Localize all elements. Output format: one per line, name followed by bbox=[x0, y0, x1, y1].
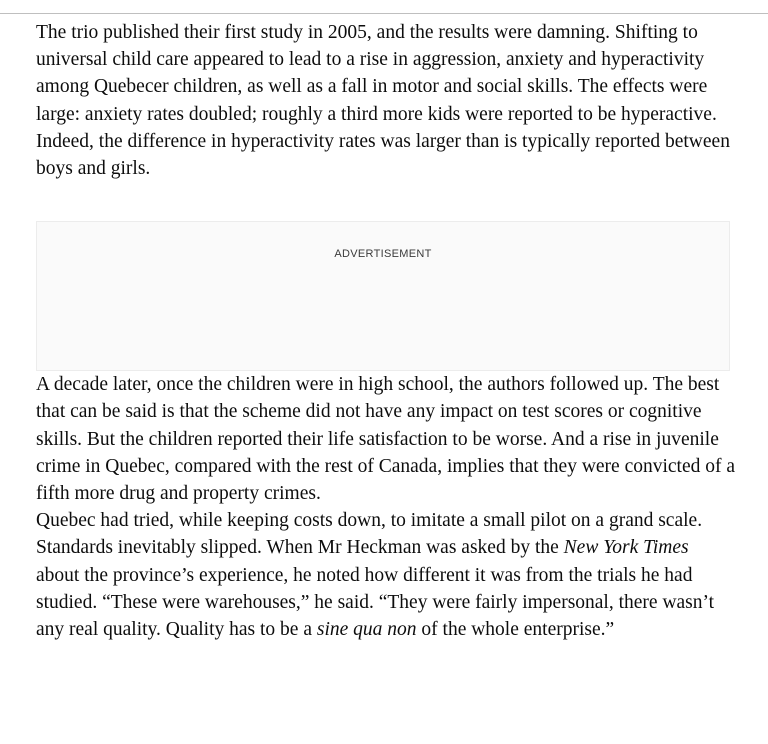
article-paragraph: A decade later, once the children were in high school, the authors followed up. The best that can be said is that the scheme did not have any impact on test scores or cognitive skills. But the children reported their life satisfaction to be worse. And a rise in juvenile crime in Quebec, compared with the rest of Canada, implies that they were convicted of a fifth more drug and property crimes. bbox=[36, 374, 736, 505]
advertisement-label: ADVERTISEMENT bbox=[334, 248, 432, 261]
paragraph-text: of the whole enterprise.” bbox=[416, 619, 615, 641]
publication-name: New York Times bbox=[563, 537, 689, 559]
article-body bbox=[36, 19, 736, 643]
top-divider bbox=[0, 13, 768, 14]
paragraph-text: Quebec had tried, while keeping costs down, to imitate a small pilot on a grand scale. Standards inevitably slipped. When Mr Heckman was asked by the bbox=[36, 510, 703, 559]
paragraph-text: about the province’s experience, he noted how different it was from the trials he had studied. “These were warehouses,” he said. “They were fairly impersonal, there wasn’t any real quality. Quality has to be a bbox=[36, 564, 715, 641]
advertisement-slot[interactable] bbox=[36, 221, 730, 371]
latin-phrase: sine qua non bbox=[316, 619, 417, 641]
article-paragraph bbox=[36, 507, 736, 643]
article-paragraph: The trio published their first study in 2005, and the results were damning. Shifting to universal child care appeared to lead to a rise in aggression, anxiety and hyperactivity among Quebecer children, as well as a fall in motor and social skills. The effects were large: anxiety rates doubled; roughly a third more kids were reported to be hyperactive. Indeed, the difference in hyperactivity rates was larger than is typically reported between boys and girls. bbox=[36, 22, 730, 180]
